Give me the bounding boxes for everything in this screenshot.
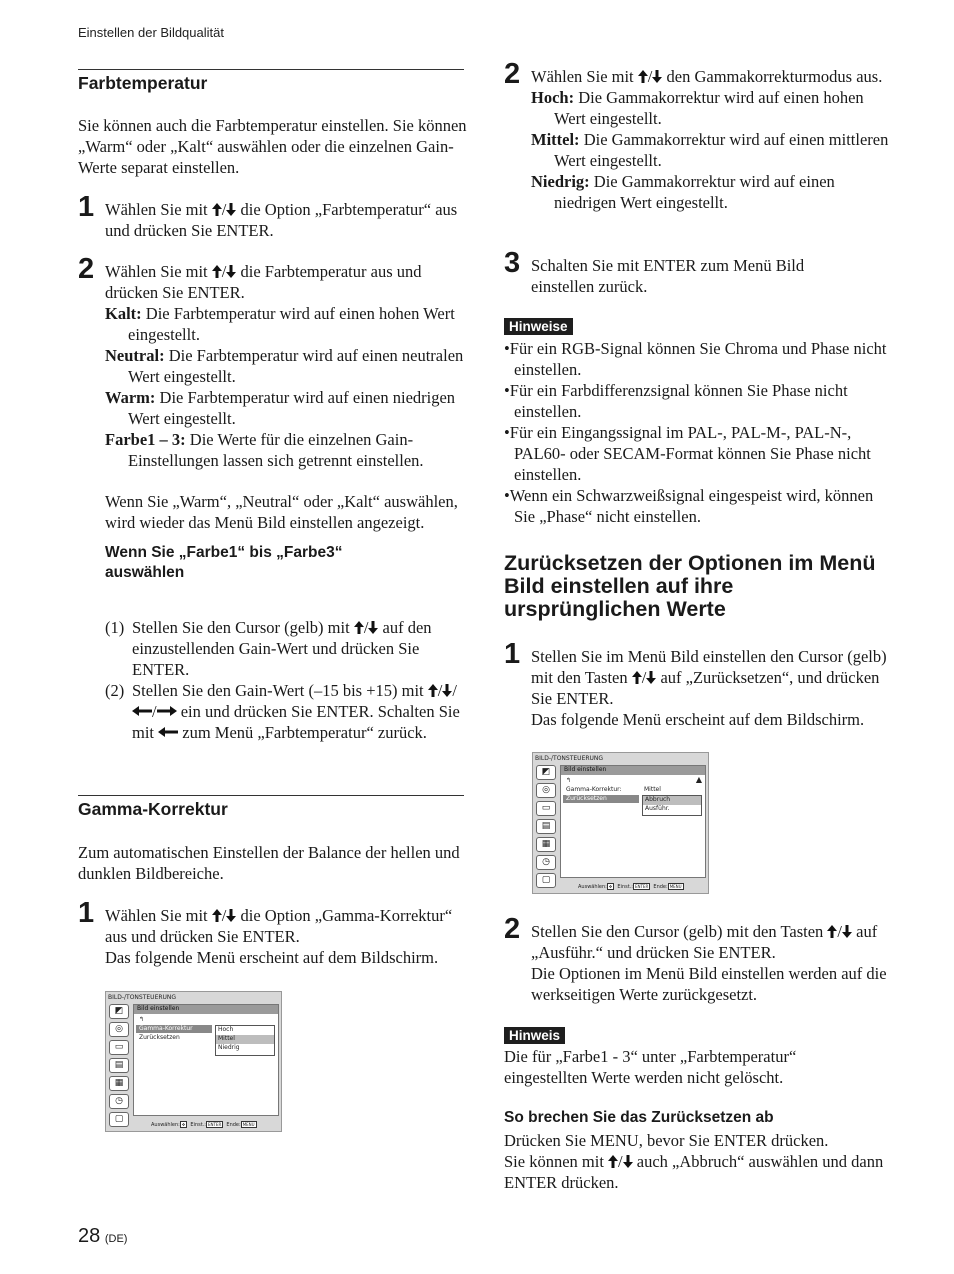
farbe-substeps bbox=[105, 617, 465, 743]
arrow-up-icon bbox=[212, 203, 222, 216]
arrow-down-icon bbox=[226, 203, 236, 216]
clock-icon: ◷ bbox=[109, 1094, 129, 1109]
step-number: 2 bbox=[504, 58, 521, 90]
popup-option[interactable]: Ausführ. bbox=[645, 805, 670, 812]
picture-icon: ◩ bbox=[536, 765, 556, 780]
arrow-down-icon bbox=[226, 265, 236, 278]
note-label-wrap bbox=[504, 1024, 565, 1045]
joystick-icon: ✥ bbox=[181, 1122, 186, 1127]
screen-icon: ▭ bbox=[109, 1040, 129, 1055]
info-icon: ▢ bbox=[109, 1112, 129, 1127]
page-number: 28 bbox=[78, 1225, 101, 1247]
cancel-line: Drücken Sie MENU, bevor Sie ENTER drücken. bbox=[504, 1131, 829, 1150]
arrow-down-icon bbox=[842, 925, 852, 938]
gamma-title: Gamma-Korrektur bbox=[78, 799, 228, 819]
gamma-step2: Wählen Sie mit / den Gammakorrekturmodus aus. Hoch: Die Gammakorrektur wird auf einen hohen Wert eingestellt. Mittel: Die Gammakorrektur wird auf einen mittleren Wert eingestellt. Niedrig: Die Gammakorrektur wird auf einen niedrigen Wert eingestellt. bbox=[531, 66, 896, 213]
step-number: 1 bbox=[78, 191, 95, 223]
option-definition: Niedrig: Die Gammakorrektur wird auf einen niedrigen Wert eingestellt. bbox=[531, 172, 835, 212]
running-head: Einstellen der Bildqualität bbox=[78, 25, 224, 40]
arrow-left-icon bbox=[132, 706, 152, 716]
menu-footer: Auswählen: ✥ Einst.: ENTER Ende: MENU bbox=[578, 884, 682, 890]
arrow-down-icon bbox=[623, 1155, 633, 1168]
menu-title: BILD-/TONSTEUERUNG bbox=[535, 755, 604, 762]
sound-icon: ◎ bbox=[536, 783, 556, 798]
back-item[interactable]: ↰ bbox=[139, 1016, 145, 1023]
step-number: 2 bbox=[504, 913, 521, 945]
step-text: Wählen Sie mit bbox=[105, 200, 208, 219]
step-text: die Farbtemperatur aus und drücken Sie ENTER. bbox=[105, 262, 422, 302]
arrow-down-icon bbox=[226, 909, 236, 922]
reset-step2: Stellen Sie den Cursor (gelb) mit den Tasten / auf „Ausführ.“ und drücken Sie ENTER. Die Optionen im Menü Bild einstellen werden auf die werkseitigen Werte zurückgesetzt. bbox=[531, 921, 896, 1005]
menu-appears-note: Das folgende Menü erscheint auf dem Bildschirm. bbox=[531, 710, 865, 729]
menu-footer: Auswählen: ✥ Einst.: ENTER Ende: MENU bbox=[151, 1122, 255, 1128]
farbtemperatur-intro: Sie können auch die Farbtemperatur einstellen. Sie können „Warm“ oder „Kalt“ auswählen oder die einzelnen Gain-Werte separat einstellen. bbox=[78, 116, 467, 177]
gamma-intro: Zum automatischen Einstellen der Balance der hellen und dunklen Bildbereiche. bbox=[78, 843, 460, 883]
menu-header: Bild einstellen bbox=[561, 766, 705, 775]
subsection-title: Wenn Sie „Farbe1“ bis „Farbe3“ auswählen bbox=[105, 544, 343, 581]
option-definition: Farbe1 – 3: Die Werte für die einzelnen Gain-Einstellungen lassen sich getrennt einstellen. bbox=[105, 430, 424, 470]
gamma-step3: Schalten Sie mit ENTER zum Menü Bild einstellen zurück. bbox=[531, 256, 805, 296]
note-item: •Wenn ein Schwarzweißsignal eingespeist wird, können Sie „Phase“ nicht einstellen. bbox=[504, 486, 874, 526]
section-rule bbox=[78, 795, 464, 796]
arrow-down-icon bbox=[652, 70, 662, 83]
notes-label: Hinweise bbox=[504, 318, 573, 335]
arrow-up-icon bbox=[354, 621, 364, 634]
step-number: 1 bbox=[504, 638, 521, 670]
info-icon: ▢ bbox=[536, 873, 556, 888]
section-rule bbox=[78, 69, 464, 70]
menu-header: Bild einstellen bbox=[134, 1005, 278, 1014]
menu-screenshot-reset bbox=[532, 752, 709, 894]
farbtemperatur-step2: Wählen Sie mit / die Farbtemperatur aus und drücken Sie ENTER. Kalt: Die Farbtemperatur wird auf einen hohen Wert eingestellt. Neutral: Die Farbtemperatur wird auf einen neutralen Wert eingestellt. Warm: Die Farbtemperatur wird auf einen niedrigen Wert eingestellt. Farbe1 – 3: Die Werte für die einzelnen Gain-Einstellungen lassen sich getrennt einstellen. Wenn Sie „Warm“, „Neutral“ oder „Kalt“ auswählen, wird wieder das Menü Bild einstellen angezeigt. Wenn Sie „Farbe1“ bis „Farbe3“ auswählen bbox=[105, 262, 464, 581]
arrow-up-icon bbox=[212, 909, 222, 922]
arrow-up-icon bbox=[632, 671, 642, 684]
step-number: 2 bbox=[78, 253, 95, 285]
menu-item-reset[interactable]: Zurücksetzen bbox=[563, 795, 639, 803]
menu-appears-note: Das folgende Menü erscheint auf dem Bildschirm. bbox=[105, 948, 439, 967]
arrow-up-icon bbox=[212, 265, 222, 278]
menu-screenshot-gamma bbox=[105, 991, 282, 1132]
reset-result-note: Die Optionen im Menü Bild einstellen werden auf die werkseitigen Werte zurückgesetzt. bbox=[531, 964, 887, 1004]
note-item: •Für ein Farbdifferenzsignal können Sie Phase nicht einstellen. bbox=[504, 381, 848, 421]
arrow-up-icon bbox=[428, 684, 438, 697]
option-definition: Warm: Die Farbtemperatur wird auf einen niedrigen Wert eingestellt. bbox=[105, 388, 456, 428]
notes-list bbox=[504, 338, 894, 527]
picture-icon: ◩ bbox=[109, 1004, 129, 1019]
arrow-up-icon bbox=[608, 1155, 618, 1168]
step-number: 3 bbox=[504, 247, 521, 279]
menu-sidebar bbox=[109, 1004, 131, 1130]
page-footer bbox=[78, 1226, 127, 1250]
menu-title: BILD-/TONSTEUERUNG bbox=[108, 994, 177, 1001]
gamma-popup[interactable] bbox=[215, 1025, 275, 1056]
input-icon: ▦ bbox=[536, 837, 556, 852]
arrow-left-icon bbox=[158, 727, 178, 737]
step-text: die Option „Farbtemperatur“ aus und drücken Sie ENTER. bbox=[105, 200, 458, 240]
menu-pane bbox=[560, 765, 706, 878]
arrow-up-icon bbox=[638, 70, 648, 83]
cancel-title: So brechen Sie das Zurücksetzen ab bbox=[504, 1109, 774, 1126]
return-note: Wenn Sie „Warm“, „Neutral“ oder „Kalt“ auswählen, wird wieder das Menü Bild einstellen angezeigt. bbox=[105, 492, 458, 532]
arrow-right-icon bbox=[157, 706, 177, 716]
option-definition: Kalt: Die Farbtemperatur wird auf einen hohen Wert eingestellt. bbox=[105, 304, 455, 344]
reset-note-text: Die für „Farbe1 - 3“ unter „Farbtemperatur“ eingestellten Werte werden nicht gelöscht. bbox=[504, 1047, 797, 1087]
input-icon: ▦ bbox=[109, 1076, 129, 1091]
clock-icon: ◷ bbox=[536, 855, 556, 870]
sound-icon: ◎ bbox=[109, 1022, 129, 1037]
arrow-down-icon bbox=[442, 684, 452, 697]
joystick-icon: ✥ bbox=[608, 884, 613, 889]
cancel-text: Drücken Sie MENU, bevor Sie ENTER drücken. Sie können mit / auch „Abbruch“ auswählen und dann ENTER drücken. bbox=[504, 1130, 894, 1193]
option-definition: Mittel: Die Gammakorrektur wird auf einen mittleren Wert eingestellt. bbox=[531, 130, 889, 170]
note-item: •Für ein RGB-Signal können Sie Chroma und Phase nicht einstellen. bbox=[504, 339, 887, 379]
menu-item-gamma-value: Mittel bbox=[644, 786, 661, 793]
gamma-step1: Wählen Sie mit / die Option „Gamma-Korrektur“ aus und drücken Sie ENTER. Das folgende Menü erscheint auf dem Bildschirm. bbox=[105, 905, 465, 968]
back-item[interactable]: ↰ bbox=[566, 777, 572, 784]
step-number: 1 bbox=[78, 897, 95, 929]
option-definition: Hoch: Die Gammakorrektur wird auf einen hohen Wert eingestellt. bbox=[531, 88, 864, 128]
farbtemperatur-step1: Wählen Sie mit / die Option „Farbtemperatur“ aus und drücken Sie ENTER. bbox=[105, 200, 458, 240]
arrow-up-icon: ▲ bbox=[695, 775, 702, 784]
substep-2: (2) Stellen Sie den Gain-Wert (–15 bis +15) mit / // ein und drücken Sie ENTER. Schalten Sie mit zum Menü „Farbtemperatur“ zurück. bbox=[105, 681, 460, 742]
menu-pane bbox=[133, 1004, 279, 1116]
menu-sidebar bbox=[536, 765, 558, 891]
menu-item-gamma[interactable]: Gamma-Korrektur bbox=[136, 1025, 212, 1033]
reset-step1: Stellen Sie im Menü Bild einstellen den Cursor (gelb) mit den Tasten / auf „Zurücksetzen“, und drücken Sie ENTER. Das folgende Menü erscheint auf dem Bildschirm. bbox=[531, 646, 896, 730]
arrow-down-icon bbox=[646, 671, 656, 684]
step-text: Wählen Sie mit bbox=[105, 262, 208, 281]
popup-option[interactable]: Mittel bbox=[216, 1035, 274, 1044]
language-code: (DE) bbox=[104, 1233, 128, 1245]
arrow-down-icon bbox=[368, 621, 378, 634]
note-item: •Für ein Eingangssignal im PAL-, PAL-M-, PAL-N-, PAL60- oder SECAM-Format können Sie Phase nicht einstellen. bbox=[504, 423, 871, 484]
farbtemperatur-title: Farbtemperatur bbox=[78, 73, 208, 93]
reset-title: Zurücksetzen der Optionen im Menü Bild einstellen auf ihre ursprünglichen Werte bbox=[504, 551, 876, 621]
menu-item-gamma[interactable]: Gamma-Korrektur: bbox=[566, 786, 622, 793]
notes-label-wrap bbox=[504, 315, 573, 336]
popup-option[interactable]: Hoch bbox=[218, 1026, 234, 1033]
setup-icon: ▤ bbox=[536, 819, 556, 834]
substep-1: (1) Stellen Sie den Cursor (gelb) mit / auf den einzustellenden Gain-Wert und drücken Sie ENTER. bbox=[105, 618, 432, 679]
menu-item-reset[interactable]: Zurücksetzen bbox=[139, 1034, 180, 1041]
note-label: Hinweis bbox=[504, 1027, 565, 1044]
reset-popup[interactable] bbox=[642, 795, 702, 816]
screen-icon: ▭ bbox=[536, 801, 556, 816]
arrow-up-icon bbox=[827, 925, 837, 938]
option-definition: Neutral: Die Farbtemperatur wird auf einen neutralen Wert eingestellt. bbox=[105, 346, 464, 386]
popup-option[interactable]: Abbruch bbox=[643, 796, 701, 805]
setup-icon: ▤ bbox=[109, 1058, 129, 1073]
popup-option[interactable]: Niedrig bbox=[218, 1044, 240, 1051]
